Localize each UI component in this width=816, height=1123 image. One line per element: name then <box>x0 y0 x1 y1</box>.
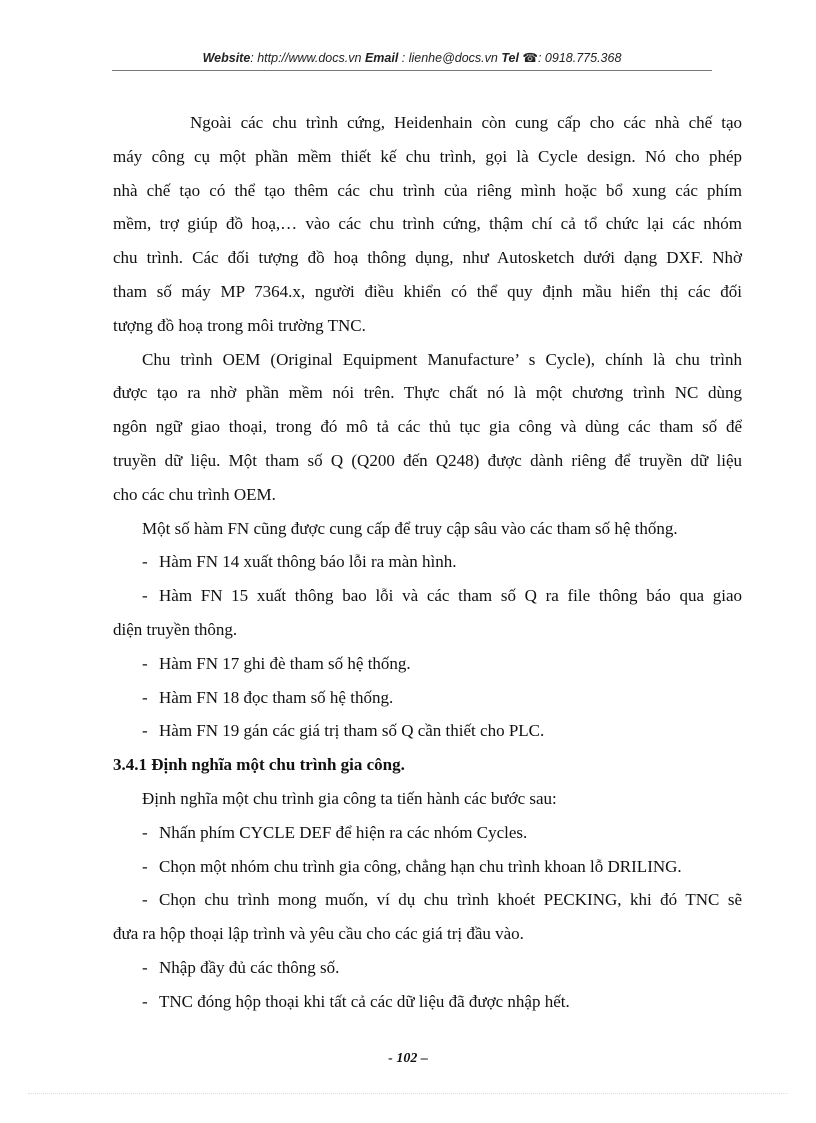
text-line: tham số máy MP 7364.x, người điều khiển có thể quy định mầu hiển thị các đối <box>113 281 742 301</box>
text-line: Một số hàm FN cũng được cung cấp để truy cập sâu vào các tham số hệ thống. <box>142 518 678 538</box>
bullet-text: TNC đóng hộp thoại khi tất cả các dữ liệu đã được nhập hết. <box>159 991 570 1011</box>
dash-marker: - <box>142 586 148 606</box>
dash-marker: - <box>142 721 148 741</box>
bullet-text: Chọn một nhóm chu trình gia công, chẳng hạn chu trình khoan lỗ DRILING. <box>159 856 682 876</box>
page-bottom-divider <box>28 1093 788 1094</box>
dash-marker: - <box>142 687 148 707</box>
text-line: diện truyền thông. <box>113 619 238 639</box>
text-line: tượng đồ hoạ trong môi trường TNC. <box>113 315 366 335</box>
text-line: máy công cụ một phần mềm thiết kế chu trình, gọi là Cycle design. Nó cho phép <box>113 146 742 166</box>
bullet-item <box>113 951 742 985</box>
bullet-item <box>113 816 742 850</box>
bullet-item <box>113 714 742 748</box>
bullet-text: Chọn chu trình mong muốn, ví dụ chu trình khoét PECKING, khi đó TNC sẽ <box>159 890 742 910</box>
bullet-text: Hàm FN 19 gán các giá trị tham số Q cần thiết cho PLC. <box>159 721 545 741</box>
bullet-text: Hàm FN 18 đọc tham số hệ thống. <box>159 687 394 707</box>
text-line: Ngoài các chu trình cứng, Heidenhain còn cung cấp cho các nhà chế tạo <box>190 113 742 132</box>
text-line: mềm, trợ giúp đồ hoạ,… vào các chu trình cứng, thậm chí cả tổ chức lại các nhóm <box>113 214 742 234</box>
dash-marker: - <box>142 856 148 876</box>
tel-value: : 0918.775.368 <box>537 51 622 65</box>
dash-marker: - <box>142 822 148 842</box>
bullet-text: Hàm FN 15 xuất thông bao lỗi và các tham số Q ra file thông báo qua giao <box>159 586 742 606</box>
text-line: được tạo ra nhờ phần mềm nói trên. Thực chất nó là một chương trình NC dùng <box>113 383 742 403</box>
website-value: : http://www.docs.vn <box>250 51 362 65</box>
email-value: : lienhe@docs.vn <box>401 51 498 65</box>
bullet-item <box>113 883 742 917</box>
bullet-item <box>113 681 742 715</box>
text-line: truyền dữ liệu. Một tham số Q (Q200 đến Q248) được dành riêng để truyền dữ liệu <box>113 450 742 470</box>
bullet-item <box>113 985 742 1019</box>
text-line: ngôn ngữ giao thoại, trong đó mô tả các thủ tục gia công và dùng các tham số để <box>113 417 742 437</box>
bullet-text: Hàm FN 17 ghi đè tham số hệ thống. <box>159 653 411 673</box>
dash-marker: - <box>142 991 148 1011</box>
text-line: Chu trình OEM (Original Equipment Manufacture’ s Cycle), chính là chu trình <box>142 349 742 369</box>
page-header <box>112 50 712 65</box>
text-line: đưa ra hộp thoại lập trình và yêu cầu cho các giá trị đầu vào. <box>113 924 524 944</box>
header-divider <box>112 70 712 71</box>
document-body <box>113 106 742 1019</box>
dash-marker: - <box>142 957 148 977</box>
dash-marker: - <box>142 552 148 572</box>
bullet-item <box>113 545 742 579</box>
text-line: nhà chế tạo có thể tạo thêm các chu trình của riêng mình hoặc bổ xung các phím <box>113 180 742 200</box>
text-line: chu trình. Các đối tượng đồ hoạ thông dụng, như Autosketch dưới dạng DXF. Nhờ <box>113 248 742 268</box>
bullet-text: Nhấn phím CYCLE DEF để hiện ra các nhóm Cycles. <box>159 822 528 842</box>
text-line: Định nghĩa một chu trình gia công ta tiến hành các bước sau: <box>142 788 557 808</box>
bullet-item <box>113 579 742 613</box>
tel-label: Tel ☎ <box>501 51 538 65</box>
bullet-item <box>113 850 742 884</box>
dash-marker: - <box>142 890 148 910</box>
text-line: cho các chu trình OEM. <box>113 484 276 504</box>
website-label: Website <box>202 51 251 65</box>
bullet-text: Hàm FN 14 xuất thông báo lỗi ra màn hình. <box>159 552 457 572</box>
page-number: - 102 – <box>388 1051 428 1066</box>
bullet-item <box>113 647 742 681</box>
dash-marker: - <box>142 653 148 673</box>
section-heading: 3.4.1 Định nghĩa một chu trình gia công. <box>113 755 405 775</box>
bullet-text: Nhập đầy đủ các thông số. <box>159 957 340 977</box>
email-label: Email <box>364 51 399 65</box>
